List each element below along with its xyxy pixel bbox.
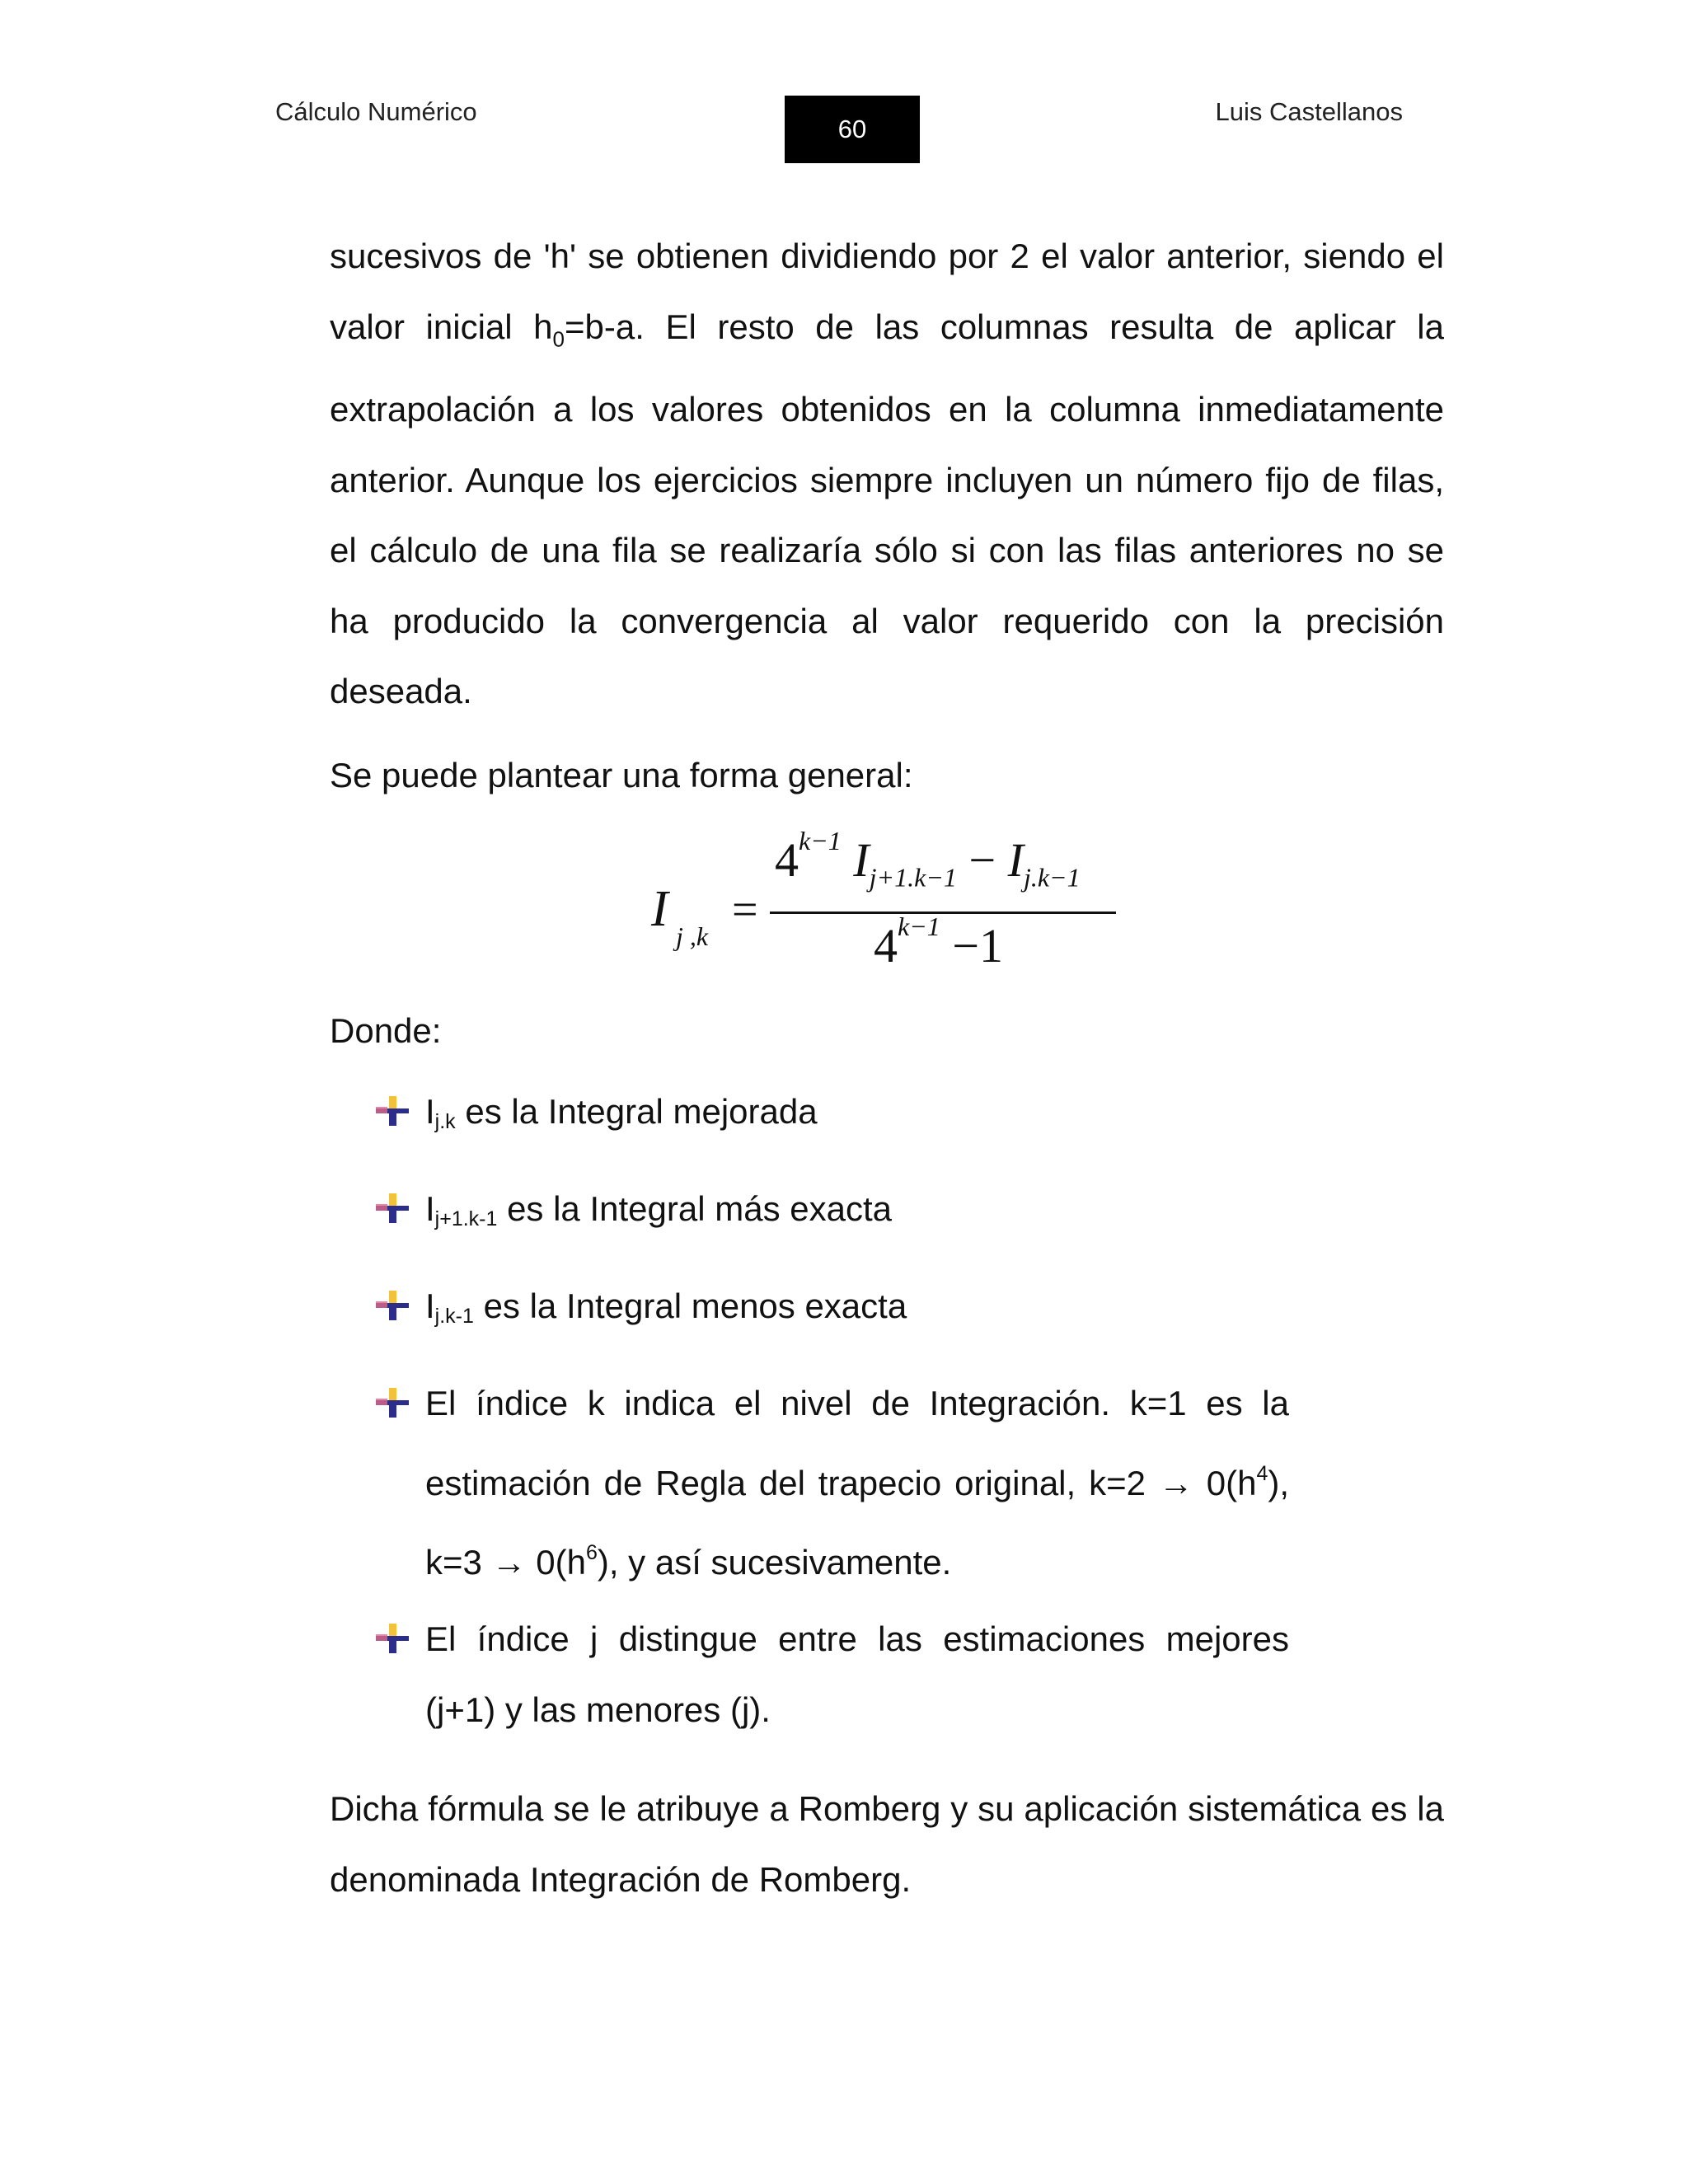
- page-number: 60: [837, 115, 867, 143]
- list-item: [376, 1604, 1289, 1745]
- bullet-icon: [376, 1624, 409, 1655]
- bullet-term: I: [425, 1092, 435, 1131]
- den-base: 4: [874, 919, 898, 972]
- list-item: [376, 1368, 1289, 1598]
- den-exponent: k−1: [898, 912, 940, 941]
- bullet-term-subscript: j+1.k-1: [434, 1207, 498, 1230]
- bullet-term: I: [425, 1286, 435, 1325]
- bullet-text: es la Integral mejorada: [455, 1092, 818, 1131]
- bullet-icon: [376, 1388, 409, 1419]
- bullet-icon: [376, 1291, 409, 1322]
- num-minus: −: [968, 833, 996, 887]
- den-rest: −1: [952, 919, 1004, 972]
- list-item: [376, 1271, 1289, 1352]
- formula-lhs-subscript: j ,k: [676, 921, 709, 951]
- bullet-icon: [376, 1193, 409, 1225]
- bullet-text: 0(h: [1193, 1463, 1257, 1502]
- formula-lhs: I: [651, 881, 668, 937]
- paragraph-closing: Dicha fórmula se le atribuye a Romberg y su aplicación sistemática es la denominada Integración de Romberg.: [330, 1789, 1444, 1899]
- list-item: [376, 1076, 1289, 1158]
- num-term2: I: [1007, 833, 1024, 887]
- arrow-icon: →: [491, 1543, 527, 1582]
- h-zero-subscript: 0: [552, 326, 565, 351]
- arrow-icon: →: [1158, 1463, 1193, 1502]
- bullet-icon: [376, 1096, 409, 1127]
- num-base: 4: [775, 833, 799, 887]
- num-term2-subscript: j.k−1: [1023, 862, 1081, 893]
- num-term1-subscript: j+1.k−1: [869, 862, 957, 893]
- paragraph-text: sucesivos de 'h' se obtienen dividiendo por 2 el valor anterior, siendo el valor inicial h: [330, 237, 1444, 346]
- formula-equals: =: [732, 884, 758, 935]
- list-item: [376, 1174, 1289, 1255]
- bullet-term: I: [425, 1189, 435, 1228]
- formula-denominator: [874, 912, 1004, 973]
- fraction-bar: [770, 912, 1116, 914]
- exponent: 4: [1256, 1461, 1268, 1485]
- header-author: Luis Castellanos: [1215, 97, 1403, 126]
- bullet-term-subscript: j.k-1: [434, 1305, 474, 1328]
- bullet-text: El índice j distingue entre las estimaciones mejores (j+1) y las menores (j).: [425, 1619, 1289, 1729]
- header-title: Cálculo Numérico: [275, 97, 477, 126]
- exponent: 6: [585, 1541, 598, 1564]
- formula-numerator: [775, 826, 1081, 893]
- romberg-formula: [643, 826, 1137, 981]
- bullet-text: es la Integral menos exacta: [473, 1286, 907, 1325]
- bullet-text: 0(h: [526, 1543, 586, 1582]
- bullet-term-subscript: j.k: [434, 1110, 456, 1133]
- bullet-text: El índice k indica el nivel de Integración. k=1 es la estimación de Regla del trapecio original, k=2: [425, 1384, 1289, 1502]
- bullet-text: ), y así sucesivamente.: [597, 1543, 952, 1582]
- donde-label: Donde:: [330, 1011, 442, 1050]
- bullet-text: es la Integral más exacta: [497, 1189, 892, 1228]
- num-term1: I: [853, 833, 870, 887]
- bullet-text: ), k=3: [425, 1463, 1289, 1582]
- page-number-box: [785, 96, 920, 163]
- num-exponent: k−1: [799, 826, 842, 855]
- paragraph-text-rest: =b-a. El resto de las columnas resulta de aplicar la extrapolación a los valores obtenidos en la columna inmediatamente anterior. Aunque los ejercicios siempre incluyen un número fijo de filas, el cálculo de una fila se realizaría sólo si con las filas anteriores no se ha producido la convergencia al valor requerido con la precisión deseada.: [330, 307, 1444, 711]
- paragraph-intro: [330, 221, 1444, 727]
- formula-intro: Se puede plantear una forma general:: [330, 756, 913, 794]
